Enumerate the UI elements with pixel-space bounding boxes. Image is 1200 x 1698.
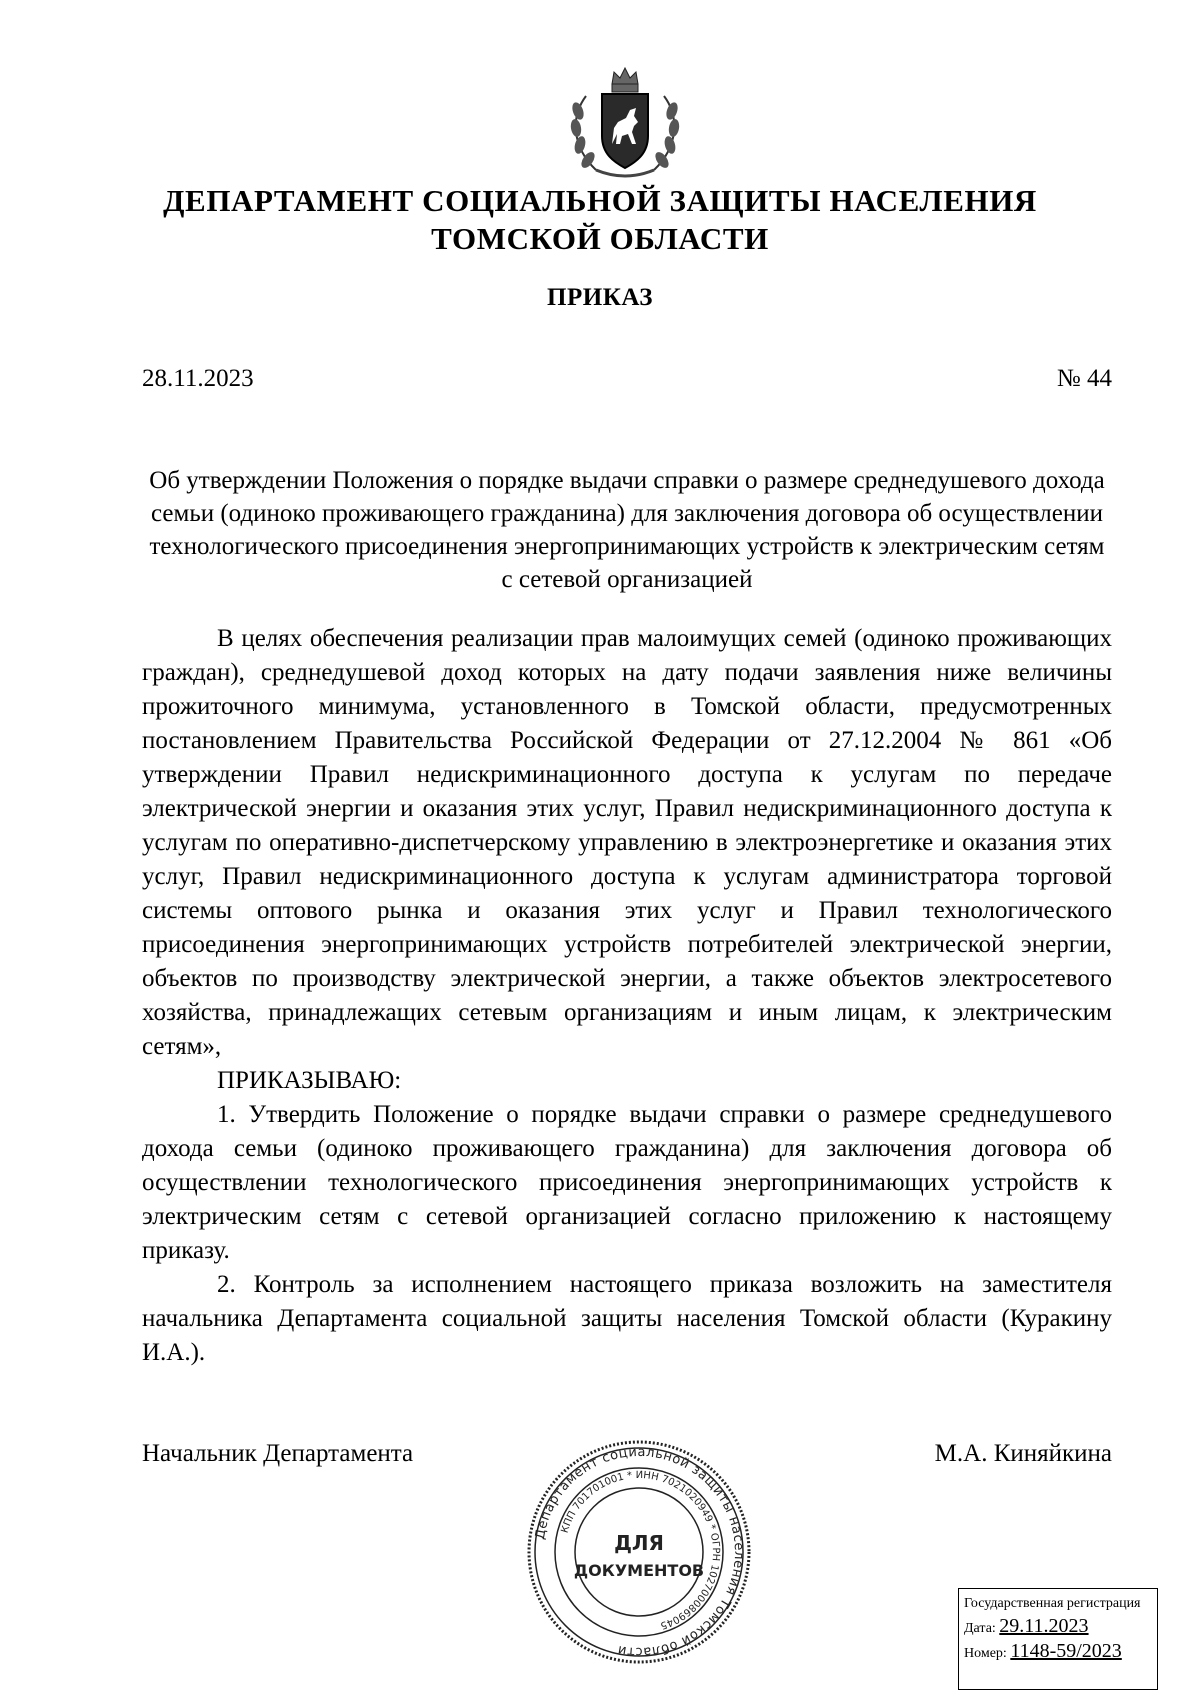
order-word: ПРИКАЗЫВАЮ: xyxy=(217,1067,402,1094)
department-title-line1: ДЕПАРТАМЕНТ СОЦИАЛЬНОЙ ЗАЩИТЫ НАСЕЛЕНИЯ xyxy=(163,183,1037,218)
registration-date-label: Дата: xyxy=(964,1621,996,1636)
department-title xyxy=(0,182,1200,258)
order-item-2: 2. Контроль за исполнением настоящего приказа возложить на заместителя начальника Департамента социальной защиты населения Томской области (Куракину И.А.). xyxy=(142,1271,1112,1366)
seal-outer-text: Департамент социальной защиты населения Томской области xyxy=(532,1444,747,1660)
seal-center-line2: ДОКУМЕНТОВ xyxy=(573,1561,705,1580)
seal-inner-text: КПП 701701001 * ИНН 7021020949 * ОГРН 1027000869045 xyxy=(559,1469,722,1631)
order-subject: Об утверждении Положения о порядке выдачи справки о размере среднедушевого дохода семьи (одиноко проживающего гражданина) для заключения договора об осуществлении технологического присоединения энергопринимающих устройств к электрическим сетям с сетевой организацией xyxy=(149,467,1105,593)
registration-number-label: Номер: xyxy=(964,1646,1007,1661)
registration-date: 29.11.2023 xyxy=(999,1615,1089,1637)
registration-number: 1148-59/2023 xyxy=(1010,1640,1122,1662)
registration-title: Государственная регистрация xyxy=(964,1596,1141,1611)
signatory-position: Начальник Департамента xyxy=(142,1440,414,1467)
official-seal xyxy=(525,1438,753,1666)
seal-center-line1: ДЛЯ xyxy=(614,1531,664,1555)
document-type: ПРИКАЗ xyxy=(547,284,653,311)
order-body xyxy=(142,622,1112,1370)
order-item-1: 1. Утвердить Положение о порядке выдачи справки о размере среднедушевого дохода семьи (одиноко проживающего гражданина) для заключения договора об осуществлении технологического присоединения энергопринимающих устройств к электрическим сетям с сетевой организацией согласно приложению к настоящему приказу. xyxy=(142,1101,1112,1264)
order-number: № 44 xyxy=(1056,365,1112,392)
order-date: 28.11.2023 xyxy=(142,365,254,392)
signatory-name: М.А. Киняйкина xyxy=(934,1440,1112,1467)
order-preamble: В целях обеспечения реализации прав малоимущих семей (одиноко проживающих граждан), среднедушевой доход которых на дату подачи заявления ниже величины прожиточного минимума, установленного в Томской области, предусмотренных постановлением Правительства Российской Федерации от 27.12.2004 № 861 «Об утверждении Правил недискриминационного доступа к услугам по передаче электрической энергии и оказания этих услуг, Правил недискриминационного доступа к услугам по оперативно-диспетчерскому управлению в электроэнергетике и оказания этих услуг, Правил недискриминационного доступа к услугам администратора торговой системы оптового рынка и оказания этих услуг и Правил технологического присоединения энергопринимающих устройств потребителей электрической энергии, объектов по производству электрической энергии, а также объектов электросетевого хозяйства, принадлежащих сетевым организациям и иным лицам, к электрическим сетям», xyxy=(142,625,1112,1060)
tomsk-coat-of-arms-icon xyxy=(566,66,684,182)
department-title-line2: ТОМСКОЙ ОБЛАСТИ xyxy=(431,221,769,256)
registration-box xyxy=(958,1588,1158,1690)
